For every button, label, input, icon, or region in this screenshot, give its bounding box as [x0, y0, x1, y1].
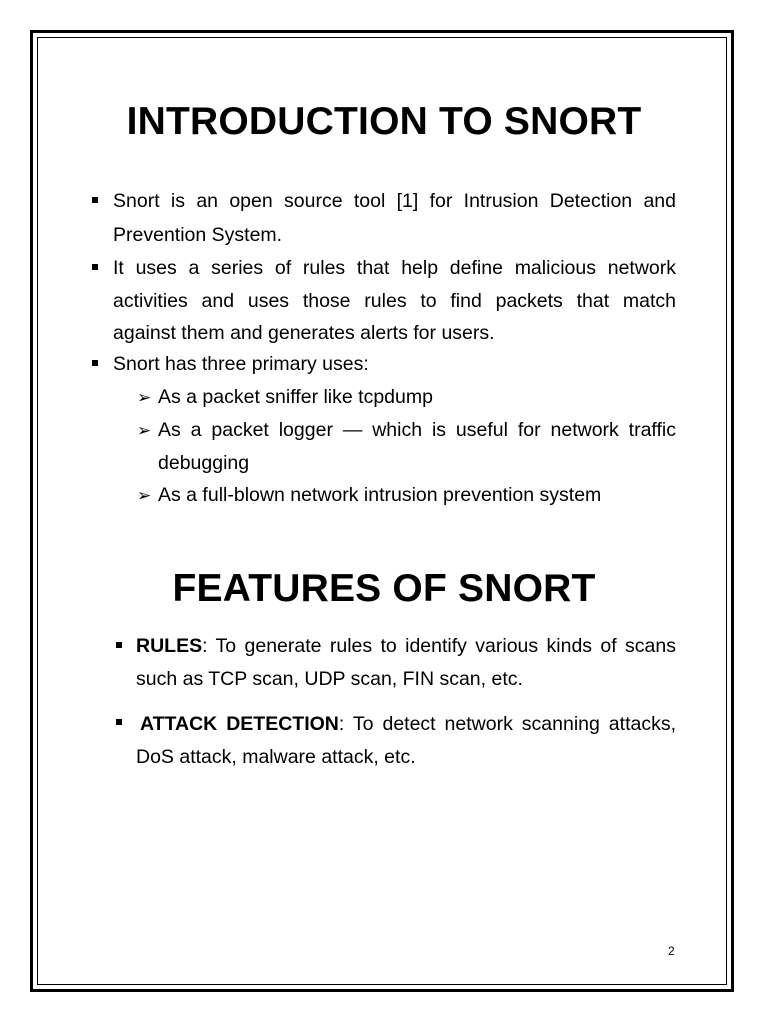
feature-attack-label: ATTACK DETECTION [140, 713, 339, 735]
intro-bullet-1-line-1: Snort is an open source tool [1] for Intrusion Detection and [113, 190, 676, 212]
page-border-inner [37, 37, 727, 985]
arrow-bullet-icon: ➢ [137, 421, 152, 440]
bullet-square-icon [116, 719, 122, 725]
intro-bullet-3-line-1: Snort has three primary uses: [113, 353, 369, 375]
use-2-line-1: As a packet logger — which is useful for network traffic [158, 419, 676, 441]
feature-rules-line-2: such as TCP scan, UDP scan, FIN scan, etc. [136, 668, 523, 690]
feature-attack-line-2: DoS attack, malware attack, etc. [136, 746, 416, 768]
use-2-line-2: debugging [158, 452, 250, 474]
arrow-bullet-icon: ➢ [137, 388, 152, 407]
bullet-square-icon [116, 642, 122, 648]
feature-attack-line-1 [140, 713, 676, 735]
intro-heading: INTRODUCTION TO SNORT [126, 100, 642, 143]
feature-rules-line-1 [136, 635, 676, 657]
intro-bullet-2-line-3: against them and generates alerts for users. [113, 322, 495, 344]
use-1: As a packet sniffer like tcpdump [158, 386, 433, 408]
use-3: As a full-blown network intrusion prevention system [158, 484, 602, 506]
arrow-bullet-icon: ➢ [137, 486, 152, 505]
intro-bullet-1-line-2: Prevention System. [113, 224, 283, 246]
intro-bullet-2-line-2: activities and uses those rules to find packets that match [113, 290, 676, 312]
bullet-square-icon [92, 360, 98, 366]
bullet-square-icon [92, 264, 98, 270]
features-heading: FEATURES OF SNORT [172, 567, 596, 610]
page-number: 2 [668, 944, 675, 958]
feature-rules-text: : To generate rules to identify various kinds of scans [202, 635, 676, 657]
feature-attack-text: : To detect network scanning attacks, [338, 713, 676, 735]
feature-rules-label: RULES [136, 635, 203, 657]
bullet-square-icon [92, 197, 98, 203]
intro-bullet-2-line-1: It uses a series of rules that help define malicious network [113, 257, 676, 279]
